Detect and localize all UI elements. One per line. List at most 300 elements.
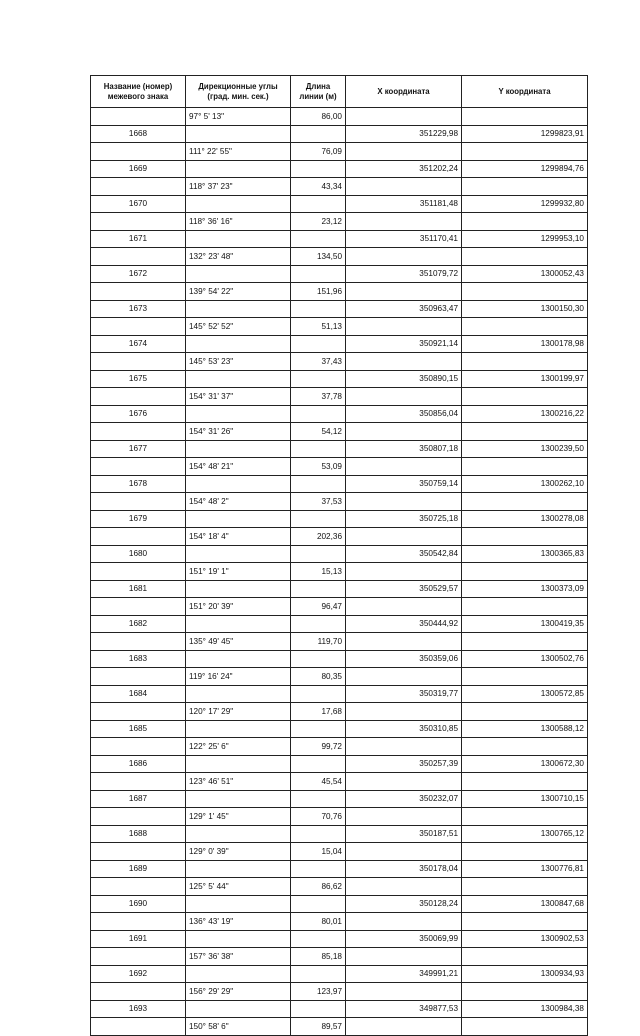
cell-line-length (291, 1000, 346, 1018)
cell-line-length: 45,54 (291, 773, 346, 791)
cell-direction-angle: 157° 36' 38" (186, 948, 291, 966)
cell-y-coordinate: 1300902,53 (462, 930, 588, 948)
cell-direction-angle (186, 860, 291, 878)
cell-x-coordinate (346, 283, 462, 301)
cell-x-coordinate: 350444,92 (346, 615, 462, 633)
cell-marker-name: 1677 (91, 440, 186, 458)
cell-marker-name (91, 563, 186, 581)
cell-marker-name: 1688 (91, 825, 186, 843)
table-row (91, 423, 588, 441)
cell-direction-angle: 129° 1' 45" (186, 808, 291, 826)
cell-y-coordinate: 1299823,91 (462, 125, 588, 143)
cell-marker-name: 1670 (91, 195, 186, 213)
cell-line-length: 23,12 (291, 213, 346, 231)
cell-direction-angle (186, 930, 291, 948)
cell-marker-name: 1686 (91, 755, 186, 773)
cell-line-length: 43,34 (291, 178, 346, 196)
cell-y-coordinate (462, 248, 588, 266)
cell-x-coordinate: 351181,48 (346, 195, 462, 213)
cell-marker-name: 1669 (91, 160, 186, 178)
cell-marker-name (91, 668, 186, 686)
cell-marker-name: 1692 (91, 965, 186, 983)
cell-x-coordinate (346, 108, 462, 126)
cell-direction-angle: 119° 16' 24" (186, 668, 291, 686)
cell-x-coordinate: 350319,77 (346, 685, 462, 703)
cell-y-coordinate: 1300588,12 (462, 720, 588, 738)
cell-x-coordinate: 349991,21 (346, 965, 462, 983)
cell-y-coordinate (462, 878, 588, 896)
table-row (91, 108, 588, 126)
cell-y-coordinate (462, 913, 588, 931)
cell-line-length (291, 930, 346, 948)
cell-marker-name: 1690 (91, 895, 186, 913)
cell-x-coordinate (346, 738, 462, 756)
cell-direction-angle (186, 580, 291, 598)
cell-marker-name (91, 738, 186, 756)
cell-direction-angle (186, 510, 291, 528)
cell-direction-angle: 145° 52' 52" (186, 318, 291, 336)
cell-marker-name (91, 318, 186, 336)
cell-y-coordinate: 1300776,81 (462, 860, 588, 878)
cell-y-coordinate: 1300216,22 (462, 405, 588, 423)
cell-direction-angle: 156° 29' 29" (186, 983, 291, 1001)
cell-marker-name (91, 213, 186, 231)
cell-line-length (291, 895, 346, 913)
cell-x-coordinate (346, 458, 462, 476)
cell-direction-angle: 125° 5' 44" (186, 878, 291, 896)
header-x: X координата (346, 76, 462, 108)
cell-marker-name: 1671 (91, 230, 186, 248)
cell-direction-angle (186, 650, 291, 668)
cell-x-coordinate: 351170,41 (346, 230, 462, 248)
cell-x-coordinate (346, 703, 462, 721)
cell-line-length: 134,50 (291, 248, 346, 266)
cell-y-coordinate (462, 388, 588, 406)
table-row (91, 300, 588, 318)
cell-y-coordinate (462, 423, 588, 441)
cell-marker-name (91, 878, 186, 896)
cell-line-length (291, 965, 346, 983)
table-row (91, 668, 588, 686)
cell-direction-angle: 151° 19' 1" (186, 563, 291, 581)
cell-line-length (291, 405, 346, 423)
cell-y-coordinate (462, 493, 588, 511)
cell-marker-name: 1672 (91, 265, 186, 283)
cell-x-coordinate (346, 423, 462, 441)
cell-y-coordinate: 1300502,76 (462, 650, 588, 668)
table-row (91, 353, 588, 371)
table-row (91, 545, 588, 563)
cell-marker-name (91, 808, 186, 826)
table-row (91, 633, 588, 651)
table-row (91, 335, 588, 353)
cell-marker-name: 1689 (91, 860, 186, 878)
cell-marker-name (91, 388, 186, 406)
cell-x-coordinate (346, 213, 462, 231)
cell-direction-angle: 154° 48' 21" (186, 458, 291, 476)
cell-marker-name: 1680 (91, 545, 186, 563)
cell-x-coordinate (346, 563, 462, 581)
cell-y-coordinate: 1300984,38 (462, 1000, 588, 1018)
cell-line-length (291, 790, 346, 808)
cell-marker-name: 1673 (91, 300, 186, 318)
cell-y-coordinate: 1299894,76 (462, 160, 588, 178)
cell-y-coordinate: 1300765,12 (462, 825, 588, 843)
table-row (91, 808, 588, 826)
cell-x-coordinate: 350759,14 (346, 475, 462, 493)
table-row (91, 983, 588, 1001)
cell-marker-name (91, 843, 186, 861)
cell-line-length (291, 335, 346, 353)
header-y: Y координата (462, 76, 588, 108)
cell-y-coordinate (462, 808, 588, 826)
cell-line-length (291, 160, 346, 178)
cell-line-length: 37,53 (291, 493, 346, 511)
cell-x-coordinate (346, 983, 462, 1001)
cell-direction-angle (186, 160, 291, 178)
cell-marker-name: 1684 (91, 685, 186, 703)
cell-y-coordinate: 1300934,93 (462, 965, 588, 983)
cell-line-length (291, 650, 346, 668)
cell-line-length (291, 860, 346, 878)
cell-direction-angle (186, 265, 291, 283)
cell-x-coordinate (346, 248, 462, 266)
cell-direction-angle: 97° 5' 13" (186, 108, 291, 126)
cell-marker-name: 1687 (91, 790, 186, 808)
cell-marker-name: 1693 (91, 1000, 186, 1018)
table-row (91, 458, 588, 476)
table-row (91, 283, 588, 301)
table-row (91, 1018, 588, 1036)
cell-y-coordinate: 1300847,68 (462, 895, 588, 913)
table-row (91, 178, 588, 196)
cell-line-length: 51,13 (291, 318, 346, 336)
boundary-coordinates-table (90, 75, 588, 1036)
cell-x-coordinate (346, 878, 462, 896)
cell-line-length: 76,09 (291, 143, 346, 161)
table-row (91, 615, 588, 633)
table-row (91, 965, 588, 983)
cell-y-coordinate: 1299932,80 (462, 195, 588, 213)
cell-y-coordinate: 1300262,10 (462, 475, 588, 493)
cell-direction-angle (186, 475, 291, 493)
cell-x-coordinate (346, 143, 462, 161)
cell-marker-name (91, 108, 186, 126)
cell-marker-name: 1685 (91, 720, 186, 738)
cell-y-coordinate: 1300419,35 (462, 615, 588, 633)
cell-line-length (291, 720, 346, 738)
cell-y-coordinate: 1300199,97 (462, 370, 588, 388)
cell-direction-angle (186, 195, 291, 213)
cell-line-length: 89,57 (291, 1018, 346, 1036)
table-header (91, 76, 588, 108)
cell-line-length: 123,97 (291, 983, 346, 1001)
header-row (91, 76, 588, 108)
cell-x-coordinate: 350359,06 (346, 650, 462, 668)
cell-x-coordinate: 351202,24 (346, 160, 462, 178)
cell-line-length (291, 510, 346, 528)
cell-x-coordinate (346, 843, 462, 861)
cell-marker-name: 1668 (91, 125, 186, 143)
cell-direction-angle (186, 720, 291, 738)
cell-marker-name: 1682 (91, 615, 186, 633)
cell-x-coordinate: 351079,72 (346, 265, 462, 283)
cell-y-coordinate: 1300672,30 (462, 755, 588, 773)
cell-marker-name (91, 143, 186, 161)
cell-marker-name (91, 983, 186, 1001)
cell-marker-name (91, 703, 186, 721)
cell-y-coordinate (462, 703, 588, 721)
cell-line-length: 202,36 (291, 528, 346, 546)
cell-direction-angle: 154° 31' 26" (186, 423, 291, 441)
cell-line-length: 99,72 (291, 738, 346, 756)
cell-direction-angle: 120° 17' 29" (186, 703, 291, 721)
cell-x-coordinate (346, 633, 462, 651)
cell-direction-angle: 139° 54' 22" (186, 283, 291, 301)
cell-direction-angle (186, 1000, 291, 1018)
cell-marker-name (91, 353, 186, 371)
table-row (91, 563, 588, 581)
cell-x-coordinate: 349877,53 (346, 1000, 462, 1018)
cell-line-length: 85,18 (291, 948, 346, 966)
cell-x-coordinate (346, 318, 462, 336)
table-row (91, 528, 588, 546)
cell-y-coordinate (462, 1018, 588, 1036)
cell-x-coordinate: 351229,98 (346, 125, 462, 143)
cell-y-coordinate (462, 318, 588, 336)
cell-direction-angle (186, 545, 291, 563)
table-row (91, 195, 588, 213)
table-row (91, 598, 588, 616)
cell-x-coordinate (346, 388, 462, 406)
table-row (91, 213, 588, 231)
cell-y-coordinate: 1300150,30 (462, 300, 588, 318)
cell-x-coordinate: 350856,04 (346, 405, 462, 423)
cell-direction-angle: 132° 23' 48" (186, 248, 291, 266)
table-row (91, 405, 588, 423)
cell-line-length: 54,12 (291, 423, 346, 441)
cell-line-length: 70,76 (291, 808, 346, 826)
table-row (91, 895, 588, 913)
table-row (91, 720, 588, 738)
cell-marker-name (91, 248, 186, 266)
table-row (91, 475, 588, 493)
cell-x-coordinate (346, 668, 462, 686)
cell-line-length (291, 475, 346, 493)
cell-line-length: 15,13 (291, 563, 346, 581)
cell-x-coordinate (346, 1018, 462, 1036)
cell-x-coordinate (346, 528, 462, 546)
cell-direction-angle: 154° 31' 37" (186, 388, 291, 406)
header-name: Название (номер) межевого знака (91, 76, 186, 108)
cell-marker-name (91, 633, 186, 651)
cell-marker-name (91, 493, 186, 511)
cell-direction-angle: 118° 37' 23" (186, 178, 291, 196)
cell-y-coordinate (462, 143, 588, 161)
cell-line-length: 37,43 (291, 353, 346, 371)
cell-direction-angle (186, 370, 291, 388)
table-row (91, 930, 588, 948)
cell-y-coordinate (462, 668, 588, 686)
cell-marker-name: 1678 (91, 475, 186, 493)
cell-y-coordinate (462, 773, 588, 791)
cell-marker-name (91, 178, 186, 196)
table-row (91, 913, 588, 931)
cell-marker-name: 1683 (91, 650, 186, 668)
cell-y-coordinate (462, 738, 588, 756)
cell-x-coordinate (346, 493, 462, 511)
cell-direction-angle: 118° 36' 16" (186, 213, 291, 231)
table-row (91, 318, 588, 336)
table-row (91, 738, 588, 756)
table-row (91, 1000, 588, 1018)
table-row (91, 948, 588, 966)
cell-direction-angle: 154° 18' 4" (186, 528, 291, 546)
cell-line-length (291, 545, 346, 563)
cell-x-coordinate: 350529,57 (346, 580, 462, 598)
table-row (91, 703, 588, 721)
table-row (91, 580, 588, 598)
table-row (91, 773, 588, 791)
cell-line-length (291, 230, 346, 248)
cell-marker-name (91, 948, 186, 966)
cell-line-length (291, 370, 346, 388)
cell-direction-angle (186, 335, 291, 353)
cell-line-length: 80,01 (291, 913, 346, 931)
table-row (91, 440, 588, 458)
cell-direction-angle (186, 440, 291, 458)
cell-direction-angle (186, 300, 291, 318)
cell-x-coordinate (346, 773, 462, 791)
cell-y-coordinate: 1300365,83 (462, 545, 588, 563)
cell-y-coordinate (462, 283, 588, 301)
cell-line-length: 96,47 (291, 598, 346, 616)
cell-marker-name (91, 773, 186, 791)
cell-line-length: 86,00 (291, 108, 346, 126)
cell-x-coordinate (346, 353, 462, 371)
cell-line-length (291, 615, 346, 633)
cell-x-coordinate (346, 178, 462, 196)
cell-line-length (291, 125, 346, 143)
cell-line-length: 80,35 (291, 668, 346, 686)
cell-direction-angle: 122° 25' 6" (186, 738, 291, 756)
table-row (91, 265, 588, 283)
cell-direction-angle (186, 230, 291, 248)
cell-marker-name (91, 528, 186, 546)
cell-x-coordinate: 350725,18 (346, 510, 462, 528)
cell-line-length (291, 195, 346, 213)
cell-line-length: 15,04 (291, 843, 346, 861)
cell-y-coordinate (462, 633, 588, 651)
table-row (91, 388, 588, 406)
cell-marker-name: 1691 (91, 930, 186, 948)
cell-y-coordinate (462, 108, 588, 126)
cell-y-coordinate: 1300052,43 (462, 265, 588, 283)
cell-y-coordinate (462, 528, 588, 546)
cell-line-length: 86,62 (291, 878, 346, 896)
cell-direction-angle (186, 125, 291, 143)
cell-line-length: 119,70 (291, 633, 346, 651)
cell-marker-name (91, 598, 186, 616)
cell-line-length: 151,96 (291, 283, 346, 301)
cell-line-length: 17,68 (291, 703, 346, 721)
cell-direction-angle (186, 790, 291, 808)
cell-y-coordinate: 1300710,15 (462, 790, 588, 808)
cell-y-coordinate (462, 948, 588, 966)
cell-marker-name (91, 913, 186, 931)
cell-line-length: 53,09 (291, 458, 346, 476)
cell-x-coordinate: 350069,99 (346, 930, 462, 948)
cell-direction-angle (186, 405, 291, 423)
table-row (91, 493, 588, 511)
cell-direction-angle (186, 615, 291, 633)
cell-y-coordinate: 1300278,08 (462, 510, 588, 528)
table-row (91, 685, 588, 703)
table-row (91, 143, 588, 161)
cell-marker-name: 1675 (91, 370, 186, 388)
header-angle: Дирекционные углы (град. мин. сек.) (186, 76, 291, 108)
cell-direction-angle: 111° 22' 55" (186, 143, 291, 161)
cell-marker-name: 1676 (91, 405, 186, 423)
cell-x-coordinate: 350128,24 (346, 895, 462, 913)
cell-marker-name (91, 458, 186, 476)
cell-line-length (291, 755, 346, 773)
cell-direction-angle: 154° 48' 2" (186, 493, 291, 511)
table-row (91, 843, 588, 861)
cell-x-coordinate: 350542,84 (346, 545, 462, 563)
cell-y-coordinate (462, 213, 588, 231)
cell-direction-angle: 150° 58' 6" (186, 1018, 291, 1036)
table-row (91, 160, 588, 178)
cell-line-length: 37,78 (291, 388, 346, 406)
cell-x-coordinate (346, 913, 462, 931)
cell-y-coordinate: 1300239,50 (462, 440, 588, 458)
cell-direction-angle (186, 895, 291, 913)
cell-direction-angle (186, 685, 291, 703)
cell-direction-angle: 123° 46' 51" (186, 773, 291, 791)
cell-line-length (291, 825, 346, 843)
cell-x-coordinate (346, 808, 462, 826)
cell-x-coordinate: 350921,14 (346, 335, 462, 353)
cell-direction-angle: 129° 0' 39" (186, 843, 291, 861)
table-row (91, 230, 588, 248)
cell-x-coordinate (346, 598, 462, 616)
cell-x-coordinate: 350807,18 (346, 440, 462, 458)
cell-y-coordinate (462, 983, 588, 1001)
cell-marker-name (91, 1018, 186, 1036)
cell-y-coordinate (462, 843, 588, 861)
table-row (91, 790, 588, 808)
cell-x-coordinate (346, 948, 462, 966)
table-row (91, 860, 588, 878)
cell-x-coordinate: 350890,15 (346, 370, 462, 388)
table-row (91, 878, 588, 896)
table-row (91, 825, 588, 843)
cell-x-coordinate: 350178,04 (346, 860, 462, 878)
cell-line-length (291, 300, 346, 318)
header-length: Длина линии (м) (291, 76, 346, 108)
table-row (91, 125, 588, 143)
cell-y-coordinate (462, 563, 588, 581)
cell-marker-name (91, 283, 186, 301)
cell-line-length (291, 580, 346, 598)
cell-direction-angle (186, 965, 291, 983)
cell-line-length (291, 685, 346, 703)
cell-x-coordinate: 350310,85 (346, 720, 462, 738)
cell-y-coordinate: 1300572,85 (462, 685, 588, 703)
cell-line-length (291, 265, 346, 283)
cell-marker-name: 1679 (91, 510, 186, 528)
